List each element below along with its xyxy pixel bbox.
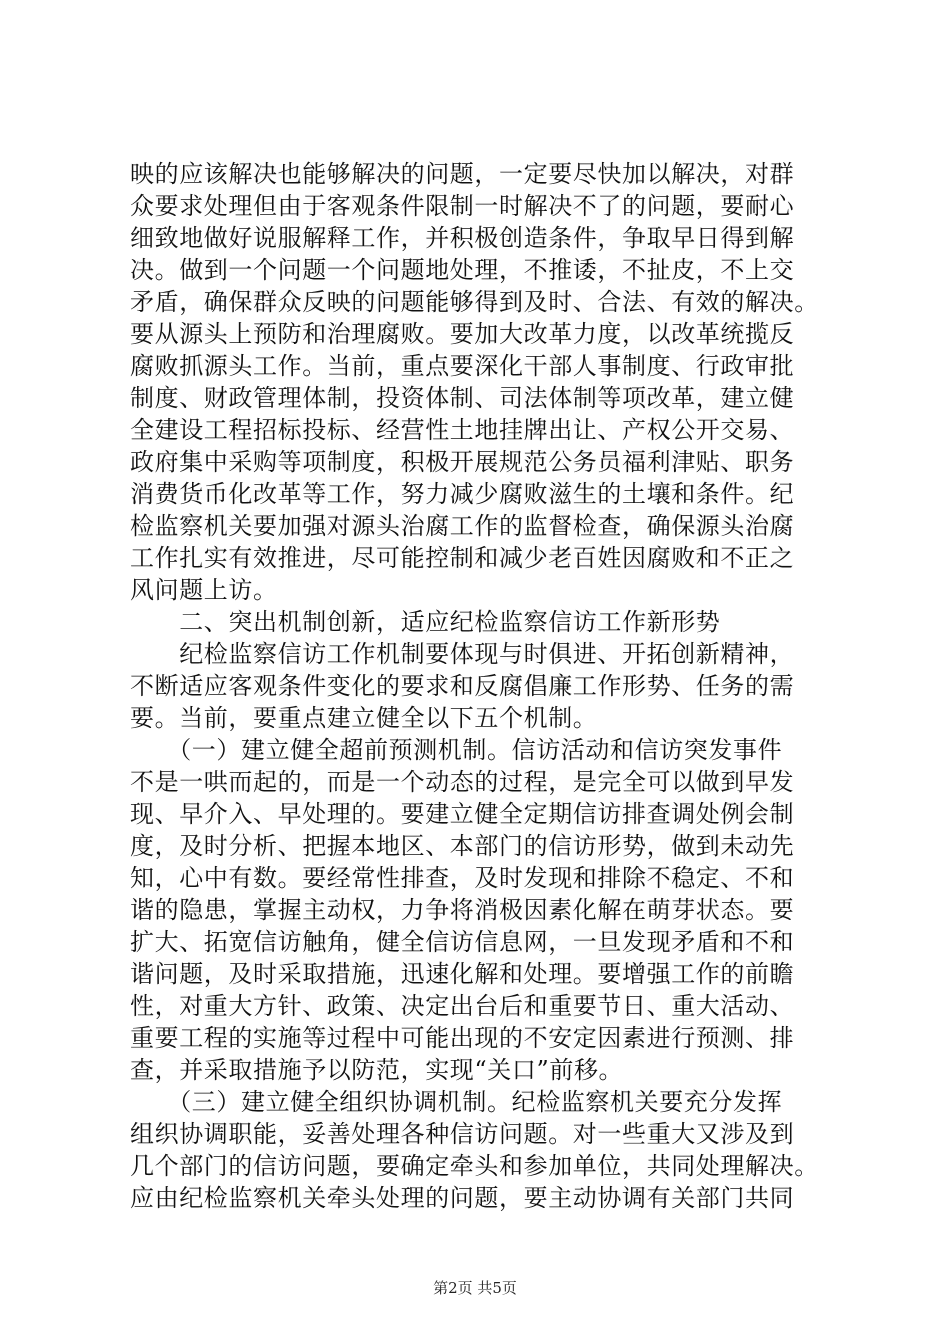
text-line: 查，并采取措施予以防范，实现“关口”前移。 <box>130 1056 624 1084</box>
text-line: 度，及时分析、把握本地区、本部门的信访形势，做到未动先 <box>130 832 795 860</box>
text-line: 矛盾，确保群众反映的问题能够得到及时、合法、有效的解决。 <box>130 288 819 316</box>
document-body <box>130 158 850 1214</box>
text-line: 不是一哄而起的，而是一个动态的过程，是完全可以做到早发 <box>130 768 795 796</box>
text-line: 性，对重大方针、政策、决定出台后和重要节日、重大活动、 <box>130 992 795 1020</box>
text-line: 决。做到一个问题一个问题地处理，不推诿，不扯皮，不上交 <box>130 256 795 284</box>
text-line: 消费货币化改革等工作，努力减少腐败滋生的土壤和条件。纪 <box>130 480 795 508</box>
text-line: 扩大、拓宽信访触角，健全信访信息网，一旦发现矛盾和不和 <box>130 928 795 956</box>
text-line: 腐败抓源头工作。当前，重点要深化干部人事制度、行政审批 <box>130 352 795 380</box>
text-line: 工作扎实有效推进，尽可能控制和减少老百姓因腐败和不正之 <box>130 544 795 572</box>
text-line: （三）建立健全组织协调机制。纪检监察机关要充分发挥 <box>130 1088 783 1116</box>
text-line: 几个部门的信访问题，要确定牵头和参加单位，共同处理解决。 <box>130 1152 819 1180</box>
text-line: 应由纪检监察机关牵头处理的问题，要主动协调有关部门共同 <box>130 1184 795 1212</box>
text-line: 要。当前，要重点建立健全以下五个机制。 <box>130 704 598 732</box>
text-line: 现、早介入、早处理的。要建立健全定期信访排查调处例会制 <box>130 800 795 828</box>
text-line: （一）建立健全超前预测机制。信访活动和信访突发事件 <box>130 736 783 764</box>
text-line: 风问题上访。 <box>130 576 278 604</box>
text-line: 映的应该解决也能够解决的问题，一定要尽快加以解决，对群 <box>130 160 795 188</box>
text-line: 知，心中有数。要经常性排查，及时发现和排除不稳定、不和 <box>130 864 795 892</box>
text-line: 全建设工程招标投标、经营性土地挂牌出让、产权公开交易、 <box>130 416 795 444</box>
text-line: 政府集中采购等项制度，积极开展规范公务员福利津贴、职务 <box>130 448 795 476</box>
text-line: 制度、财政管理体制，投资体制、司法体制等项改革，建立健 <box>130 384 795 412</box>
page-number-footer: 第2页 共5页 <box>433 1279 517 1297</box>
text-line: 不断适应客观条件变化的要求和反腐倡廉工作形势、任务的需 <box>130 672 795 700</box>
section-heading: 二、突出机制创新，适应纪检监察信访工作新形势 <box>130 608 721 636</box>
text-line: 检监察机关要加强对源头治腐工作的监督检查，确保源头治腐 <box>130 512 795 540</box>
text-line: 要从源头上预防和治理腐败。要加大改革力度，以改革统揽反 <box>130 320 795 348</box>
text-line: 组织协调职能，妥善处理各种信访问题。对一些重大又涉及到 <box>130 1120 795 1148</box>
text-line: 众要求处理但由于客观条件限制一时解决不了的问题，要耐心 <box>130 192 795 220</box>
text-line: 重要工程的实施等过程中可能出现的不安定因素进行预测、排 <box>130 1024 795 1052</box>
text-line: 纪检监察信访工作机制要体现与时俱进、开拓创新精神， <box>130 640 795 668</box>
text-line: 谐的隐患，掌握主动权，力争将消极因素化解在萌芽状态。要 <box>130 896 795 924</box>
text-line: 细致地做好说服解释工作，并积极创造条件，争取早日得到解 <box>130 224 795 252</box>
text-line: 谐问题，及时采取措施，迅速化解和处理。要增强工作的前瞻 <box>130 960 795 988</box>
